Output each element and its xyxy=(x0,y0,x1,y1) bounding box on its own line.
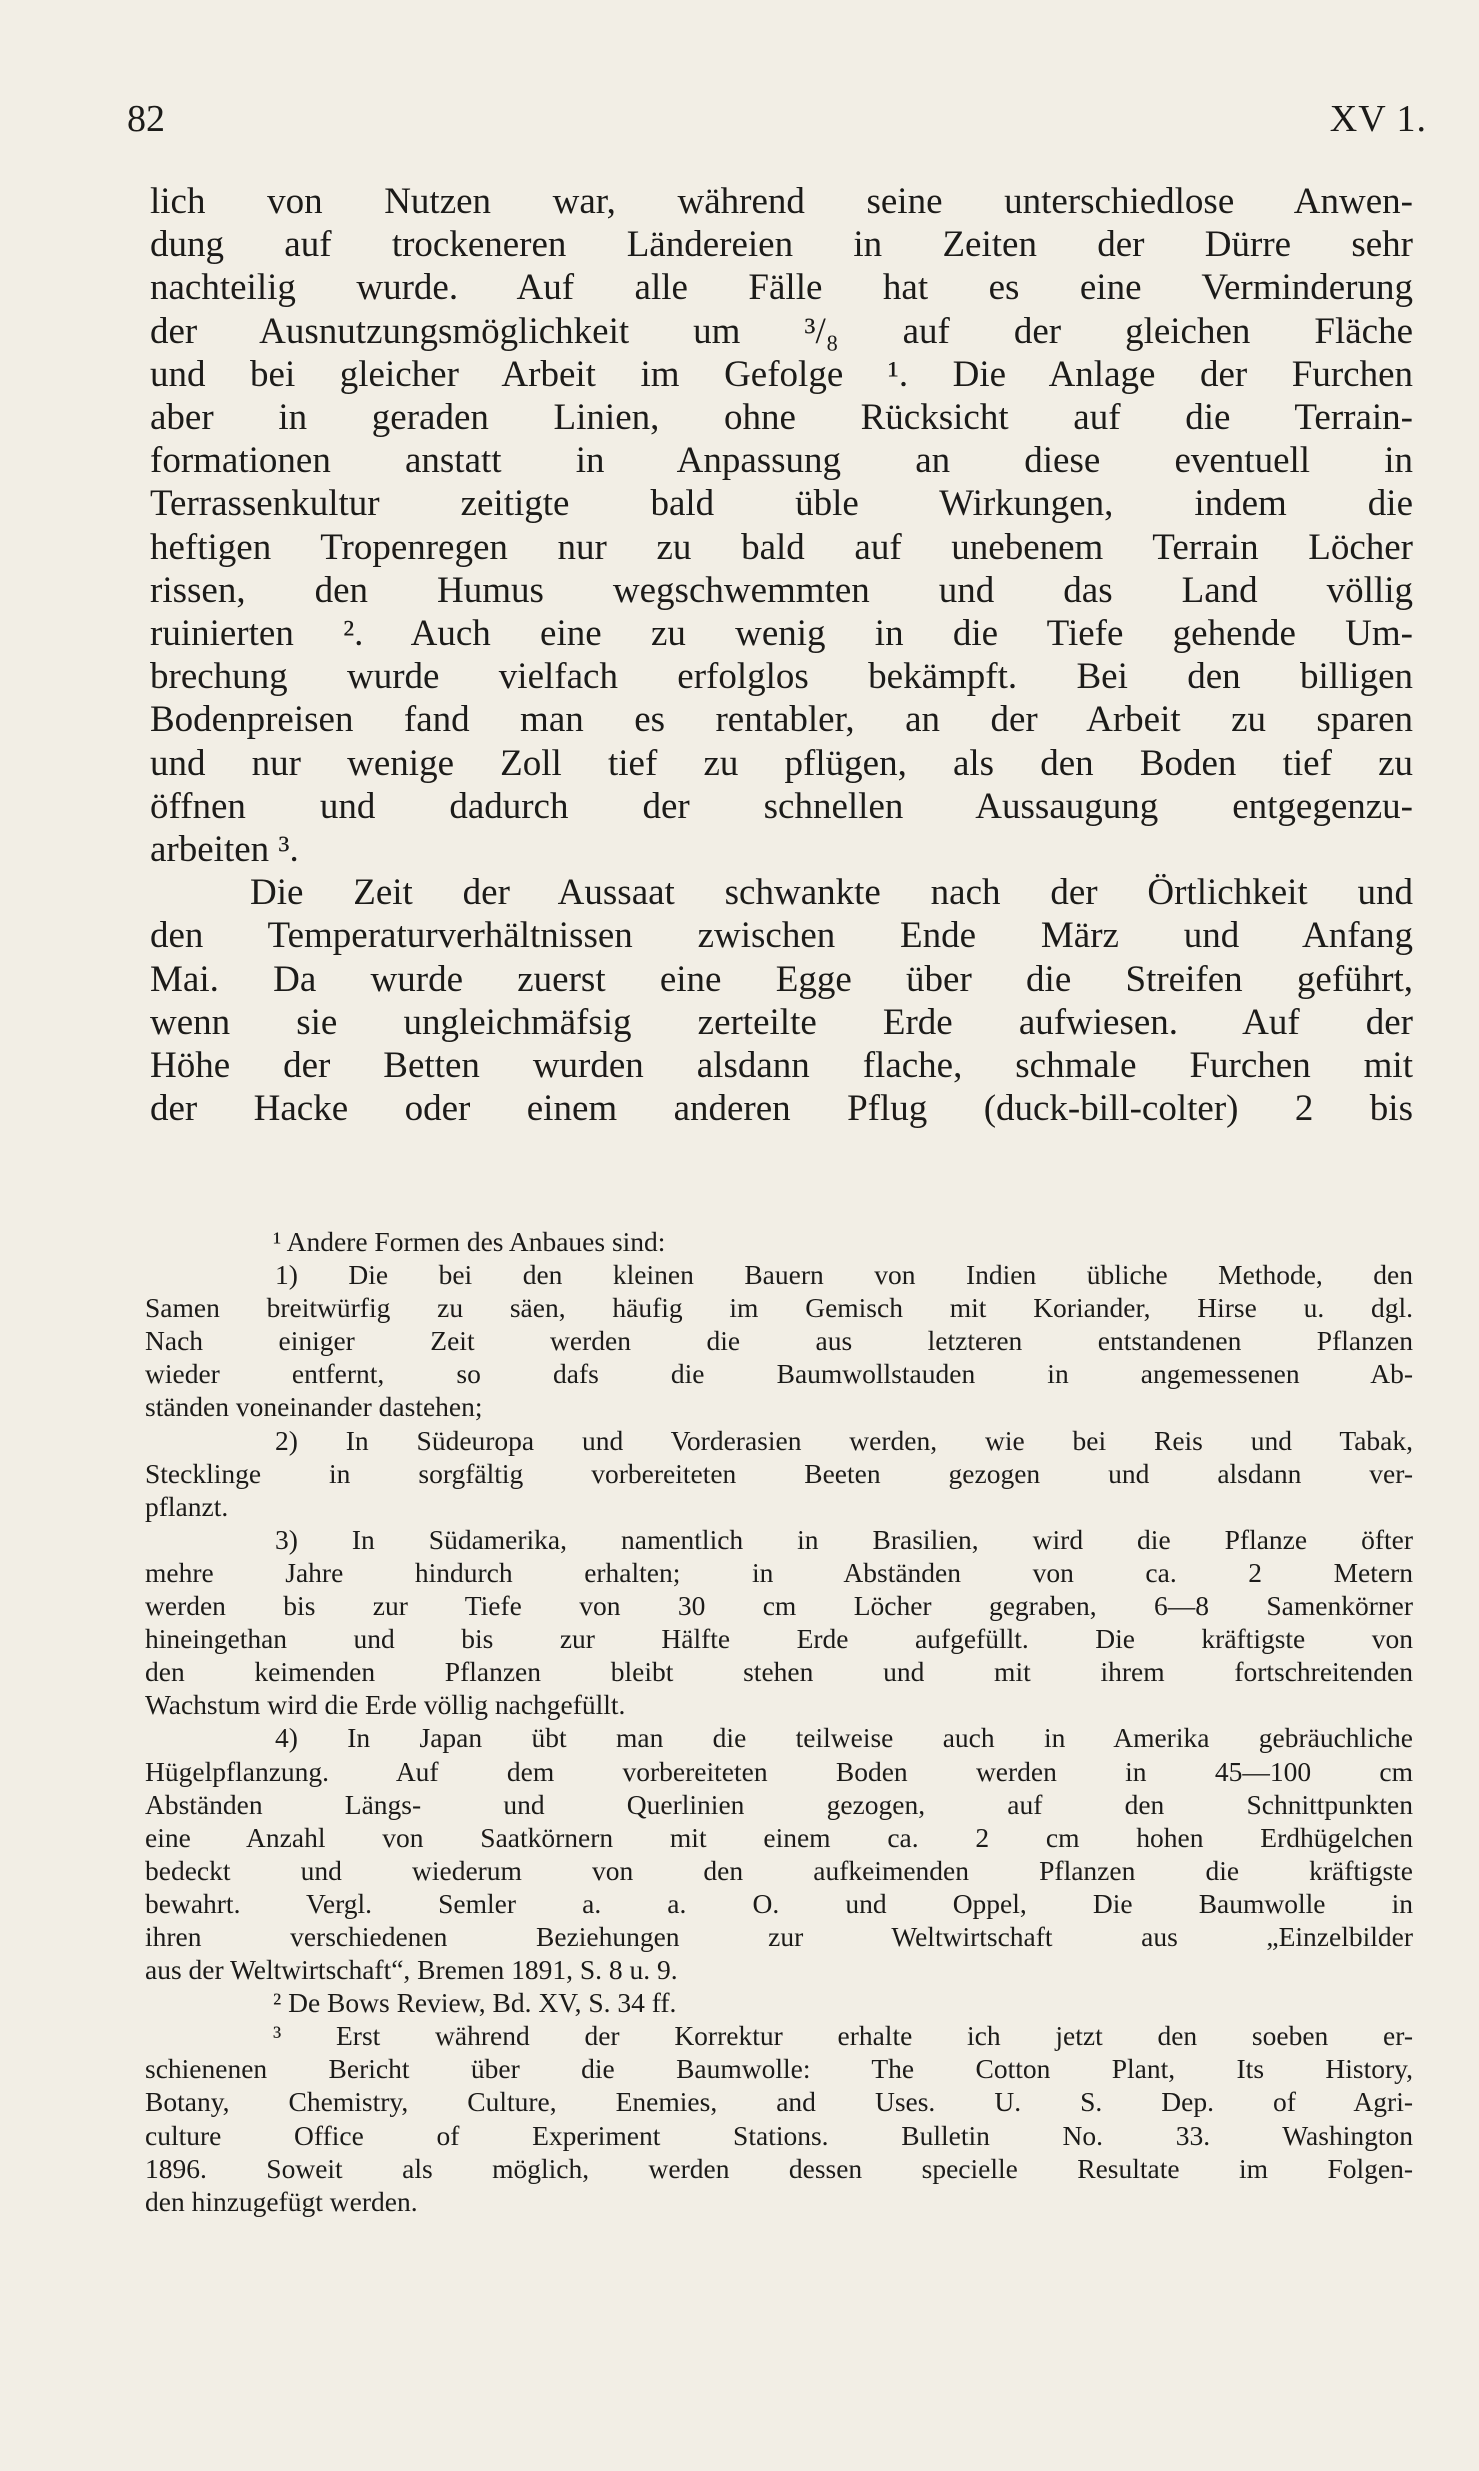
footnote-line: Wachstum wird die Erde völlig nachgefüllt. xyxy=(145,1689,626,1721)
footnote-line: schienenen Bericht über die Baumwolle: The Cotton Plant, Its History, xyxy=(145,2053,1413,2085)
footnote-line: Stecklinge in sorgfältig vorbereiteten Beeten gezogen und alsdann ver- xyxy=(145,1457,1413,1489)
body-text-line: aber in geraden Linien, ohne Rücksicht auf die Terrain- xyxy=(150,397,1413,439)
footnotes xyxy=(145,1225,1413,2218)
body-text-line: ruinierten ². Auch eine zu wenig in die Tiefe gehende Um- xyxy=(150,613,1413,655)
body-text-line: Mai. Da wurde zuerst eine Egge über die Streifen geführt, xyxy=(150,958,1413,1000)
footnote-line: Hügelpflanzung. Auf dem vorbereiteten Boden werden in 45—100 cm xyxy=(145,1755,1413,1787)
footnote-line: aus der Weltwirtschaft“, Bremen 1891, S. 8 u. 9. xyxy=(145,1954,678,1986)
body-text-line: Bodenpreisen fand man es rentabler, an der Arbeit zu sparen xyxy=(150,699,1413,741)
footnote-line: ³ Erst während der Korrektur erhalte ich jetzt den soeben er- xyxy=(273,2020,1413,2052)
page-header xyxy=(127,94,1427,144)
footnote-line: den keimenden Pflanzen bleibt stehen und mit ihrem fortschreitenden xyxy=(145,1656,1413,1688)
footnote-line: wieder entfernt, so dafs die Baumwollstauden in angemessenen Ab- xyxy=(145,1358,1413,1390)
footnote-line: ² De Bows Review, Bd. XV, S. 34 ff. xyxy=(273,1987,677,2019)
footnote-line: Samen breitwürfig zu säen, häufig im Gemisch mit Koriander, Hirse u. dgl. xyxy=(145,1292,1413,1324)
footnote-line: Botany, Chemistry, Culture, Enemies, and Uses. U. S. Dep. of Agri- xyxy=(145,2086,1413,2118)
body-text-line: Terrassenkultur zeitigte bald üble Wirkungen, indem die xyxy=(150,483,1413,525)
footnote-line: 1) Die bei den kleinen Bauern von Indien übliche Methode, den xyxy=(275,1259,1413,1291)
footnote-line: 2) In Südeuropa und Vorderasien werden, wie bei Reis und Tabak, xyxy=(275,1424,1413,1456)
footnote-line: culture Office of Experiment Stations. Bulletin No. 33. Washington xyxy=(145,2119,1413,2151)
body-text-line: heftigen Tropenregen nur zu bald auf unebenem Terrain Löcher xyxy=(150,526,1413,568)
footnote-line: bedeckt und wiederum von den aufkeimenden Pflanzen die kräftigste xyxy=(145,1854,1413,1886)
footnote-line: 4) In Japan übt man die teilweise auch in Amerika gebräuchliche xyxy=(275,1722,1413,1754)
page-number: 82 xyxy=(127,98,165,140)
body-text-line: arbeiten ³. xyxy=(150,829,299,871)
footnote-line: Abständen Längs- und Querlinien gezogen, auf den Schnittpunkten xyxy=(145,1788,1413,1820)
footnote-line: mehre Jahre hindurch erhalten; in Abständen von ca. 2 Metern xyxy=(145,1556,1413,1588)
body-text-line: nachteilig wurde. Auf alle Fälle hat es eine Verminderung xyxy=(150,267,1413,309)
signature-mark: XV 1. xyxy=(1329,98,1427,140)
body-text-line: formationen anstatt in Anpassung an diese eventuell in xyxy=(150,440,1413,482)
footnote-line: 3) In Südamerika, namentlich in Brasilien, wird die Pflanze öfter xyxy=(275,1523,1413,1555)
footnote-line: hineingethan und bis zur Hälfte Erde aufgefüllt. Die kräftigste von xyxy=(145,1623,1413,1655)
body-text-line: der Ausnutzungsmöglichkeit um ³/₈ auf der gleichen Fläche xyxy=(150,310,1413,352)
body-text-line: lich von Nutzen war, während seine unterschiedlose Anwen- xyxy=(150,181,1413,222)
footnote-line: pflanzt. xyxy=(145,1490,229,1522)
footnote-line: ihren verschiedenen Beziehungen zur Weltwirtschaft aus „Einzelbilder xyxy=(145,1920,1413,1952)
footnote-line: Nach einiger Zeit werden die aus letzteren entstandenen Pflanzen xyxy=(145,1325,1413,1357)
footnote-line: eine Anzahl von Saatkörnern mit einem ca. 2 cm hohen Erdhügelchen xyxy=(145,1821,1413,1853)
body-text-line: öffnen und dadurch der schnellen Aussaugung entgegenzu- xyxy=(150,785,1413,827)
body-text-line: wenn sie ungleichmäfsig zerteilte Erde aufwiesen. Auf der xyxy=(150,1001,1413,1043)
body-text-line: den Temperaturverhältnissen zwischen Ende März und Anfang xyxy=(150,915,1413,957)
body-text-line: Die Zeit der Aussaat schwankte nach der Örtlichkeit und xyxy=(250,872,1413,914)
body-text-line: und nur wenige Zoll tief zu pflügen, als den Boden tief zu xyxy=(150,742,1413,784)
body-text-line: und bei gleicher Arbeit im Gefolge ¹. Die Anlage der Furchen xyxy=(150,353,1413,395)
footnote-line: den hinzugefügt werden. xyxy=(145,2185,418,2217)
body-text-line: rissen, den Humus wegschwemmten und das Land völlig xyxy=(150,569,1413,611)
body-text-line: dung auf trockeneren Ländereien in Zeiten der Dürre sehr xyxy=(150,224,1413,266)
footnote-line: werden bis zur Tiefe von 30 cm Löcher gegraben, 6—8 Samenkörner xyxy=(145,1590,1413,1622)
footnote-line: ständen voneinander dastehen; xyxy=(145,1391,483,1423)
footnote-line: ¹ Andere Formen des Anbaues sind: xyxy=(273,1226,666,1257)
body-text-line: brechung wurde vielfach erfolglos bekämpft. Bei den billigen xyxy=(150,656,1413,698)
body-text-line: Höhe der Betten wurden alsdann flache, schmale Furchen mit xyxy=(150,1045,1413,1087)
body-text-line: der Hacke oder einem anderen Pflug (duck-bill-colter) 2 bis xyxy=(150,1088,1413,1130)
footnote-line: bewahrt. Vergl. Semler a. a. O. und Oppel, Die Baumwolle in xyxy=(145,1887,1413,1919)
body-text xyxy=(150,180,1413,1130)
footnote-line: 1896. Soweit als möglich, werden dessen specielle Resultate im Folgen- xyxy=(145,2152,1413,2184)
